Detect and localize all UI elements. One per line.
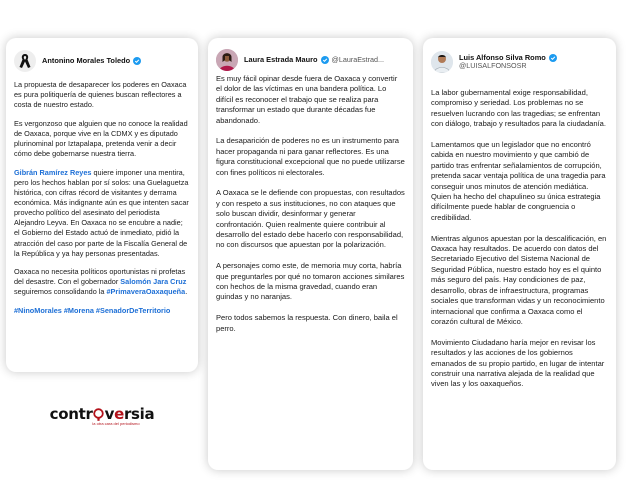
post-paragraph: La desaparición de poderes no es un instrumento para hacer propaganda ni para ganar reflectores. Es una figura constitucional excepcional que no puede utilizarse con fines políticos ni electorales.: [216, 136, 405, 177]
post-paragraph: Movimiento Ciudadano haría mejor en revisar los resultados y las acciones de los gobiernos emanados de su propio partido, en lugar de intentar construir una narrativa alejada de la realidad que viven las y los oaxaqueños.: [431, 337, 605, 389]
post-header: [14, 48, 190, 74]
hashtag-link[interactable]: #PrimaveraOaxaqueña: [106, 287, 186, 297]
post-paragraph: Pero todos sabemos la respuesta. Con dinero, baila el perro.: [216, 313, 398, 333]
post-paragraph: A personajes como este, de memoria muy corta, habría que preguntarles por qué no tomaron acciones similares con hechos de la misma gravedad, cuando eran guindas y no naranjas.: [216, 261, 405, 302]
post-paragraph: La propuesta de desaparecer los poderes en Oaxaca es pura politiquería de quienes buscan reflectores a costa de nuestro estado.: [14, 80, 187, 110]
verified-badge-icon: [321, 56, 329, 64]
post-paragraph: Mientras algunos apuestan por la descalificación, en Oaxaca hay resultados. De acuerdo con datos del Secretariado Ejecutivo del Sistema Nacional de Seguridad Pública, nuestro estado hoy es el quinto más seguro del país. Hay condiciones de paz, desarrollo, obras de infraestructura, programas sociales que transforman vidas y un reconocimiento internacional que confirma a Oaxaca como el corazón cultural de México.: [431, 233, 607, 326]
black-ribbon-icon[interactable]: [14, 50, 36, 72]
logo-tagline: la otra cara del periodismo: [92, 421, 140, 426]
mention-link[interactable]: Salomón Jara Cruz: [120, 277, 187, 287]
verified-badge-icon: [133, 57, 141, 65]
post-card-antonino: [6, 38, 198, 372]
post-paragraph: Es muy fácil opinar desde fuera de Oaxaca y convertir el dolor de las víctimas en una bandera política. Lo difícil es reconocer el trabajo que se realiza para transformar un estado que durante décadas fue abandonado.: [216, 74, 398, 125]
author-handle[interactable]: @LauraEstrad...: [331, 54, 384, 64]
post-paragraph: Gibrán Ramírez Reyes quiere imponer una mentira, pero los hechos hablan por sí solos: una Guelaguetza histórica, con cifras récord de visitantes y derrama económica. Más indignante aún es que intenten sacar provecho político del asesinato del periodista Alejandro Leyva. En Oaxaca no se encubre a nadie; el Gobierno del Estado actuó de inmediato, pidió la atracción del caso por parte de la Fiscalía General de la República y ya hay personas presentadas.: [14, 167, 189, 258]
author-name[interactable]: Laura Estrada Mauro: [244, 54, 318, 64]
author-handle[interactable]: @LUISALFONSOSR: [459, 61, 527, 71]
post-paragraph: Oaxaca no necesita políticos oportunistas ni profetas del desastre. Con el gobernador Salomón Jara Cruz seguiremos consolidando la #PrimaveraOaxaqueña.: [14, 267, 188, 297]
author-name[interactable]: Luis Alfonso Silva Romo: [459, 52, 546, 62]
logo-wordmark: contr v e rsia: [49, 405, 155, 423]
post-header: [216, 47, 405, 73]
post-header: [431, 47, 608, 77]
verified-badge-icon: [549, 54, 557, 62]
post-card-luis: [423, 38, 616, 470]
post-paragraph: Es vergonzoso que alguien que no conoce la realidad de Oaxaca, porque vive en la CDMX y es diputado plurinominal por Iztapalapa, pretenda venir a decir cómo debe gobernarse nuestra tierra.: [14, 118, 188, 159]
mention-link[interactable]: Gibrán Ramírez Reyes: [14, 167, 92, 177]
post-paragraph: Lamentamos que un legislador que no encontró cabida en nuestro movimiento y que cambió de partido tras enfrentar señalamientos de corrupción, pretenda sacar ventaja política de una tragedia para conseguir unos minutos de atención mediática. Quien ha hecho del chapulineo su única estrategia difícilmente puede hablar de congruencia o credibilidad.: [431, 140, 606, 222]
post-body: [14, 80, 190, 316]
controversia-logo: [46, 406, 158, 440]
post-body: [431, 88, 608, 390]
user-avatar-icon[interactable]: [216, 49, 238, 71]
post-card-laura: [208, 38, 413, 470]
user-avatar-icon[interactable]: [431, 51, 453, 73]
author-name[interactable]: Antonino Morales Toledo: [42, 55, 131, 65]
post-paragraph: A Oaxaca se le defiende con propuestas, con resultados y con respeto a sus instituciones, no con ataques que solo buscan dividir, desinformar y generar confrontación. Quien realmente quiere contribuir al desarrollo del estado debe hacerlo con responsabilidad, no con discursos que apuestan por la polarización.: [216, 188, 405, 250]
post-paragraph: La labor gubernamental exige responsabilidad, compromiso y seriedad. Los problemas no se resuelven lucrando con las tragedias; se enfrentan con diálogo, trabajo y resultados para la ciudadanía.: [431, 88, 606, 129]
hashtag-list[interactable]: #NinoMorales #Morena #SenadorDeTerritorio: [14, 306, 171, 316]
post-body: [216, 74, 405, 334]
microphone-icon: [93, 408, 104, 421]
